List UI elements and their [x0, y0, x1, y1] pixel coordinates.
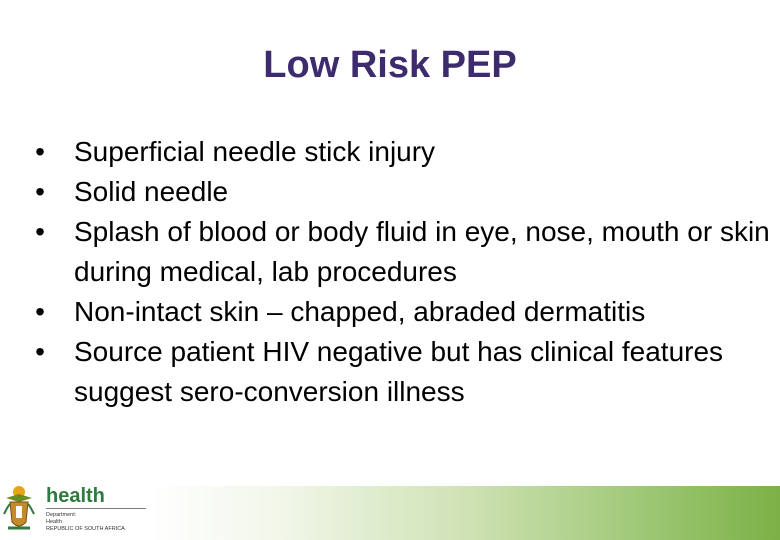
logo-wordmark: health: [46, 485, 105, 507]
bullet-item: [30, 292, 770, 332]
bullet-item: [30, 132, 770, 172]
slide-title: Low Risk PEP: [263, 44, 517, 86]
bullet-item: [30, 212, 770, 292]
bullet-item: [30, 172, 770, 212]
logo-dept-line: Health: [46, 519, 62, 525]
bullet-text: Superficial needle stick injury: [74, 136, 436, 167]
health-department-logo: [0, 478, 150, 540]
logo-dept-line: Department:: [46, 512, 77, 518]
bullet-dot: •: [35, 216, 45, 247]
bullet-item: [30, 332, 770, 412]
logo-country-line: REPUBLIC OF SOUTH AFRICA: [46, 526, 125, 532]
bullet-dot: •: [35, 336, 45, 367]
bullet-text: Source patient HIV negative but has clinical features suggest sero-conversion illness: [74, 336, 724, 407]
footer-gradient-bar: [150, 486, 780, 540]
bullet-text: Splash of blood or body fluid in eye, nose, mouth or skin during medical, lab procedures: [74, 216, 770, 287]
coat-of-arms-icon: [2, 484, 36, 534]
bullet-text: Non-intact skin – chapped, abraded dermatitis: [74, 296, 646, 327]
bullet-dot: •: [35, 136, 45, 167]
bullet-text: Solid needle: [74, 176, 229, 207]
logo-divider: [46, 508, 146, 509]
bullet-dot: •: [35, 296, 45, 327]
bullet-dot: •: [35, 176, 45, 207]
bullet-list: [30, 132, 770, 412]
